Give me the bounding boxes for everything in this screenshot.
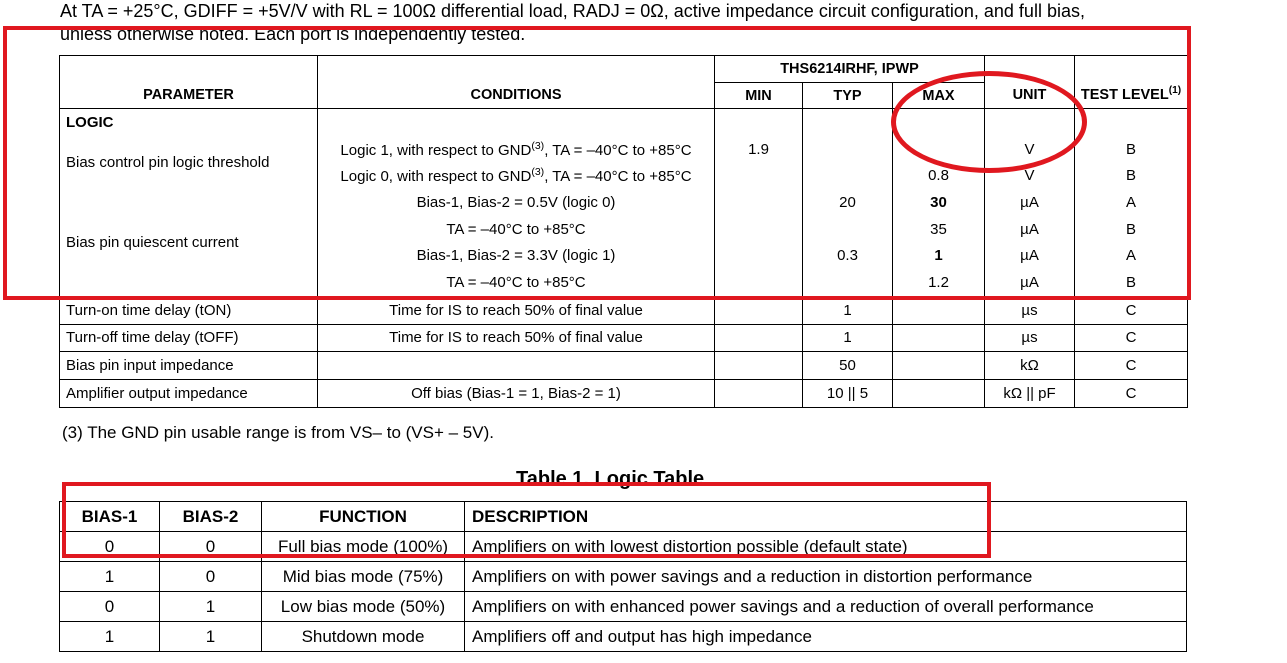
section-logic: LOGIC	[60, 109, 318, 136]
col-typ: TYP	[803, 83, 893, 109]
param-bias-threshold: Bias control pin logic threshold	[60, 136, 318, 189]
table-row: Logic 0, with respect to GND$^{(3)}$, TA = –40°C to +85°C 0.8 V B	[60, 162, 1188, 189]
col-function: FUNCTION	[262, 502, 465, 532]
table-row: Bias pin input impedance 50 kΩ C	[60, 352, 1188, 380]
logic-table-title: Table 1. Logic Table	[516, 468, 705, 490]
col-max: MAX	[893, 83, 985, 109]
footnote-3: (3) The GND pin usable range is from VS– to (VS+ – 5V).	[62, 423, 494, 442]
table-row: 0 0 Full bias mode (100%) Amplifiers on with lowest distortion possible (default state)	[60, 532, 1187, 562]
col-test-level: TEST LEVEL$^{(1)}$	[1075, 56, 1188, 109]
table-row: 1 0 Mid bias mode (75%) Amplifiers on with power savings and a reduction in distortion performance	[60, 562, 1187, 592]
table-row: Bias control pin logic threshold Logic 1, with respect to GND$^{(3)}$, TA = –40°C to +85°C 1.9 V B	[60, 136, 1188, 163]
table-row: Bias pin quiescent current Bias-1, Bias-2 = 0.5V (logic 0) 20 30 µA A	[60, 189, 1188, 216]
col-unit: UNIT	[985, 56, 1075, 109]
table-row: TA = –40°C to +85°C 1.2 µA B	[60, 269, 1188, 296]
col-description: DESCRIPTION	[465, 502, 1187, 532]
table-row: 0 1 Low bias mode (50%) Amplifiers on with enhanced power savings and a reduction of overall performance	[60, 592, 1187, 622]
col-device: THS6214IRHF, IPWP	[715, 56, 985, 83]
conditions-header-line-2: unless otherwise noted. Each port is independently tested.	[60, 24, 526, 44]
table-row: Turn-on time delay (tON) Time for IS to reach 50% of final value 1 µs C	[60, 296, 1188, 324]
col-bias-1: BIAS-1	[60, 502, 160, 532]
table-row: Amplifier output impedance Off bias (Bias-1 = 1, Bias-2 = 1) 10 || 5 kΩ || pF C	[60, 379, 1188, 407]
highlight-oval-max-column	[891, 71, 1087, 173]
table-row: Bias-1, Bias-2 = 3.3V (logic 1) 0.3 1 µA A	[60, 242, 1188, 269]
table-row: 1 1 Shutdown mode Amplifiers off and output has high impedance	[60, 622, 1187, 652]
highlight-box-logic-header	[62, 482, 991, 558]
param-quiescent-current: Bias pin quiescent current	[60, 189, 318, 296]
table-row: Turn-off time delay (tOFF) Time for IS to reach 50% of final value 1 µs C	[60, 324, 1188, 352]
table-row: TA = –40°C to +85°C 35 µA B	[60, 216, 1188, 243]
col-bias-2: BIAS-2	[160, 502, 262, 532]
conditions-header-line-1: At TA = +25°C, GDIFF = +5V/V with RL = 100Ω differential load, RADJ = 0Ω, active impedance circuit configuration, and full bias,	[60, 1, 1085, 21]
col-conditions: CONDITIONS	[318, 56, 715, 109]
col-min: MIN	[715, 83, 803, 109]
col-parameter: PARAMETER	[60, 56, 318, 109]
